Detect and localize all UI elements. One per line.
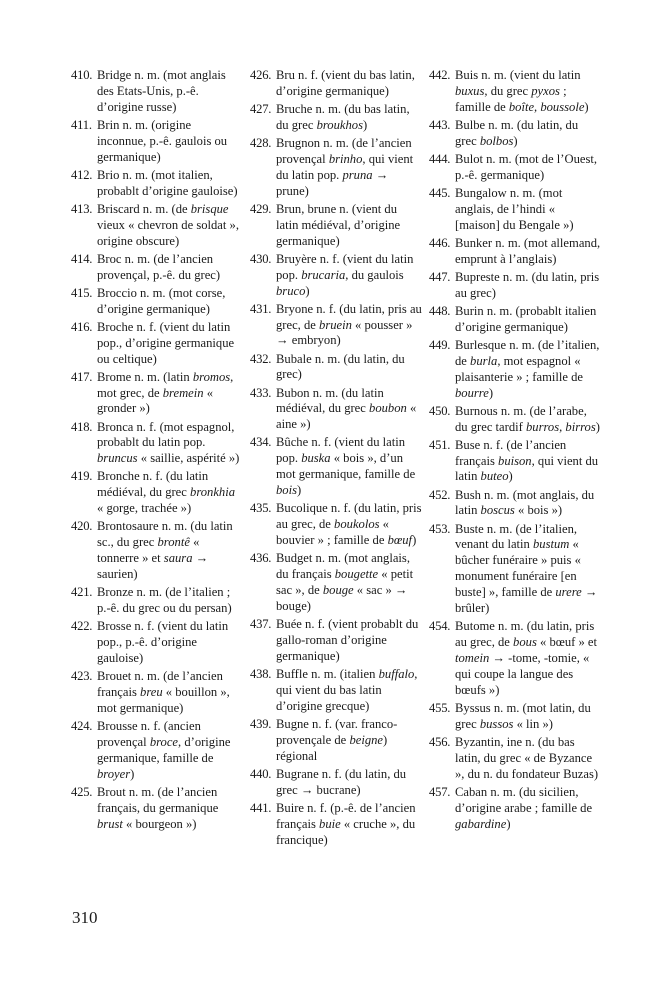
entry-number: 435 . — [250, 501, 275, 517]
italic-term: saura — [163, 551, 193, 566]
text-segment: Brin n. m. (origine inconnue, p.-ê. gaulois ou germanique) — [97, 117, 228, 164]
text-segment: , qui vient du latin — [455, 453, 599, 484]
entry-text — [97, 469, 243, 517]
text-segment: Brome n. m. (latin — [97, 369, 193, 384]
italic-term: broukhos — [316, 117, 363, 132]
entry-number: 429 . — [250, 202, 275, 218]
entry-number: 420 . — [71, 519, 96, 535]
entry-431 — [250, 302, 422, 350]
entry-412 — [71, 168, 243, 200]
entry-text — [276, 386, 422, 434]
text-segment: ) — [584, 99, 589, 114]
text-segment: Butome n. m. (du latin, pris au grec, de — [455, 619, 595, 650]
text-segment: , mot grec, de — [97, 369, 234, 400]
text-segment: « bourgeon ») — [122, 816, 197, 831]
text-segment: Byzantin, ine n. (du bas latin, du grec « de Byzance », du n. du fondateur Buzas) — [455, 734, 599, 781]
entry-text — [97, 619, 243, 667]
entry-text — [455, 270, 601, 302]
italic-term: buteo — [480, 469, 509, 484]
entry-text — [276, 352, 422, 384]
entry-447 — [429, 270, 601, 302]
text-segment: Brugnon n. m. (de l’ancien provençal — [276, 136, 412, 166]
entry-text — [276, 767, 422, 799]
text-segment: ) — [513, 133, 518, 148]
text-segment: Buste n. m. (de l’italien, venant du latin — [455, 521, 578, 552]
text-segment: Buire n. f. (p.-ê. de l’ancien français — [276, 800, 416, 831]
entry-text — [455, 304, 601, 336]
text-segment: , qui vient du latin pop. — [276, 151, 414, 182]
entry-452 — [429, 488, 601, 520]
entry-427 — [250, 102, 422, 134]
entry-number: 443 . — [429, 118, 454, 134]
entry-text — [455, 404, 601, 436]
entry-text — [97, 118, 243, 166]
entry-text — [97, 785, 243, 833]
entry-number: 447 . — [429, 270, 454, 286]
entry-450 — [429, 404, 601, 436]
text-segment: , du grec — [484, 83, 532, 98]
entry-number: 456 . — [429, 735, 454, 751]
italic-term: tomein — [455, 650, 490, 665]
entry-433 — [250, 386, 422, 434]
text-segment: ) — [362, 117, 368, 132]
entry-439 — [250, 717, 422, 765]
text-segment: Bush n. m. (mot anglais, du latin — [455, 487, 595, 518]
text-segment: « bois », d’un mot germanique, famille de — [276, 451, 416, 482]
entry-number: 411 . — [71, 118, 96, 134]
entry-451 — [429, 438, 601, 486]
entry-456 — [429, 735, 601, 783]
italic-term: brucaria — [301, 267, 346, 282]
text-segment: « bois ») — [514, 503, 563, 518]
text-segment: ) — [130, 766, 135, 781]
text-segment: Bugne n. f. (var. franco-provençale de — [276, 716, 398, 747]
text-segment: « saillie, aspérité ») — [137, 451, 240, 466]
entry-number: 428 . — [250, 136, 275, 152]
text-segment: → -tome, -tomie, « qui coupe la langue des bœufs ») — [455, 650, 590, 697]
entry-number: 440 . — [250, 767, 275, 783]
entry-text — [455, 735, 601, 783]
entry-text — [455, 785, 601, 833]
column-2 — [250, 68, 422, 851]
entry-number: 454 . — [429, 619, 454, 635]
entry-text — [97, 519, 243, 583]
text-segment: Briscard n. m. (de — [97, 201, 191, 216]
entry-number: 414 . — [71, 252, 96, 268]
text-segment: « aine ») — [276, 401, 417, 432]
text-segment: Burnous n. m. (de l’arabe, du grec tardif — [455, 403, 587, 434]
entry-454 — [429, 619, 601, 699]
entry-text — [276, 252, 422, 300]
entry-455 — [429, 701, 601, 733]
entry-432 — [250, 352, 422, 384]
italic-term: buska — [301, 451, 331, 466]
text-segment: Bru n. f. (vient du bas latin, d’origine germanique) — [276, 68, 415, 98]
entry-number: 426 . — [250, 68, 275, 84]
text-segment: Brousse n. f. (ancien provençal — [97, 718, 201, 749]
entry-number: 444 . — [429, 152, 454, 168]
text-segment: « petit sac », de — [276, 567, 414, 597]
entry-number: 421 . — [71, 585, 96, 601]
entry-number: 448 . — [429, 304, 454, 320]
italic-term: broce — [149, 734, 179, 749]
entry-text — [97, 669, 243, 717]
italic-term: burros, birros — [525, 419, 596, 434]
text-segment: Bupreste n. m. (du latin, pris au grec) — [455, 269, 600, 300]
text-segment: ) — [508, 469, 513, 484]
entry-number: 430 . — [250, 252, 275, 268]
entry-457 — [429, 785, 601, 833]
entry-number: 418 . — [71, 420, 96, 436]
text-segment: Bubon n. m. (du latin médiéval, du grec — [276, 385, 384, 416]
entry-410 — [71, 68, 243, 116]
text-segment: → saurien) — [97, 551, 209, 582]
entry-text — [97, 202, 243, 250]
entry-428 — [250, 136, 422, 200]
entry-text — [455, 236, 601, 268]
entry-text — [455, 68, 601, 116]
entry-420 — [71, 519, 243, 583]
entry-text — [455, 438, 601, 486]
text-segment: Bryone n. f. (du latin, pris au grec, de — [276, 301, 422, 332]
text-segment: « gorge, trachée ») — [97, 501, 192, 516]
text-segment: Bronche n. f. (du latin médiéval, du grec — [97, 469, 209, 500]
entry-number: 452 . — [429, 488, 454, 504]
italic-term: boscus — [480, 503, 515, 518]
italic-term: brinho — [328, 151, 363, 166]
entry-419 — [71, 469, 243, 517]
entry-text — [276, 617, 422, 665]
italic-term: bougette — [334, 567, 379, 582]
entry-449 — [429, 338, 601, 402]
entry-434 — [250, 435, 422, 499]
entry-421 — [71, 585, 243, 617]
text-segment: ) régional — [276, 732, 388, 763]
entry-415 — [71, 286, 243, 318]
entry-number: 441 . — [250, 801, 275, 817]
entry-number: 422 . — [71, 619, 96, 635]
entry-text — [455, 701, 601, 733]
entry-number: 425 . — [71, 785, 96, 801]
entry-number: 432 . — [250, 352, 275, 368]
entry-413 — [71, 202, 243, 250]
entry-435 — [250, 501, 422, 549]
text-segment: ) — [488, 385, 494, 400]
entry-445 — [429, 186, 601, 234]
text-segment: Brout n. m. (de l’ancien français, du germanique — [97, 784, 219, 815]
text-segment: « tonnerre » et — [97, 535, 200, 566]
text-segment: Buffle n. m. (italien — [276, 666, 379, 681]
text-segment: « bouvier » ; famille de — [276, 517, 389, 548]
entry-text — [455, 186, 601, 234]
text-segment: ; famille de — [455, 83, 567, 114]
entry-425 — [71, 785, 243, 833]
column-1 — [71, 68, 243, 835]
italic-term: boubon — [369, 401, 407, 416]
text-segment: Bugrane n. f. (du latin, du grec → bucrane) — [276, 766, 407, 797]
italic-term: bois — [276, 483, 297, 498]
italic-term: buison — [498, 453, 532, 468]
text-segment: Brouet n. m. (de l’ancien français — [97, 669, 223, 699]
italic-term: bolbos — [479, 133, 514, 148]
text-segment: Burin n. m. (probablt italien d’origine germanique) — [455, 303, 597, 334]
italic-term: gabardine — [455, 816, 507, 831]
entry-text — [276, 202, 422, 250]
entry-436 — [250, 551, 422, 615]
column-3 — [429, 68, 601, 835]
entry-417 — [71, 370, 243, 418]
text-segment: Brosse n. f. (vient du latin pop., p.-ê. d’origine gauloise) — [97, 619, 229, 665]
text-segment: ) — [506, 816, 511, 831]
entry-number: 439 . — [250, 717, 275, 733]
italic-term: burla — [470, 353, 498, 368]
text-segment: « bûcher funéraire » puis « monument funéraire [en buste] », famille de — [455, 537, 581, 600]
entry-number: 436 . — [250, 551, 275, 567]
entry-number: 431 . — [250, 302, 275, 318]
text-segment: → brûler) — [455, 585, 598, 616]
entry-text — [276, 102, 422, 134]
italic-term: beigne — [349, 732, 384, 747]
text-segment: Buis n. m. (vient du latin — [455, 68, 581, 82]
entry-number: 450 . — [429, 404, 454, 420]
entry-443 — [429, 118, 601, 150]
entry-number: 449 . — [429, 338, 454, 354]
entry-number: 455 . — [429, 701, 454, 717]
italic-term: bustum — [533, 537, 570, 552]
entry-number: 417 . — [71, 370, 96, 386]
text-segment: Bungalow n. m. (mot anglais, de l’hindi « [maison] du Bengale ») — [455, 185, 574, 232]
text-segment: Bronca n. f. (mot espagnol, probablt du latin pop. — [97, 419, 235, 450]
entry-number: 437 . — [250, 617, 275, 633]
text-segment: Broche n. f. (vient du latin pop., d’origine germanique ou celtique) — [97, 319, 235, 366]
entry-424 — [71, 719, 243, 783]
text-segment: Bûche n. f. (vient du latin pop. — [276, 435, 406, 466]
text-segment: Bruche n. m. (du bas latin, du grec — [276, 102, 410, 132]
italic-term: bruein — [319, 317, 352, 332]
entry-429 — [250, 202, 422, 250]
entry-text — [455, 118, 601, 150]
entry-423 — [71, 669, 243, 717]
italic-term: buie — [319, 816, 341, 831]
text-segment: Bulot n. m. (mot de l’Ouest, p.-ê. germanique) — [455, 151, 598, 182]
entry-number: 423 . — [71, 669, 96, 685]
text-segment: ) — [305, 283, 310, 298]
entry-text — [276, 435, 422, 499]
text-segment: Buée n. f. (vient probablt du gallo-roman d’origine germanique) — [276, 616, 419, 663]
entry-number: 445 . — [429, 186, 454, 202]
entry-text — [455, 522, 601, 617]
text-segment: Burlesque n. m. (de l’italien, de — [455, 337, 600, 368]
text-segment: Brio n. m. (mot italien, probablt d’origine gauloise) — [97, 167, 238, 198]
entry-text — [97, 585, 243, 617]
text-segment: Bridge n. m. (mot anglais des Etats-Unis, p.-ê. d’origine russe) — [97, 68, 226, 114]
entry-number: 419 . — [71, 469, 96, 485]
entry-text — [97, 719, 243, 783]
entry-text — [276, 136, 422, 200]
italic-term: brontê — [157, 535, 190, 550]
italic-term: bruncus — [97, 451, 138, 466]
text-segment: Brontosaure n. m. (du latin sc., du grec — [97, 519, 233, 550]
text-segment: , qui vient du bas latin d’origine grecque) — [276, 666, 418, 713]
entry-442 — [429, 68, 601, 116]
entry-number: 446 . — [429, 236, 454, 252]
entry-number: 415 . — [71, 286, 96, 302]
text-segment: , d’origine germanique, famille de — [97, 734, 231, 765]
entry-438 — [250, 667, 422, 715]
text-segment: vieux « chevron de soldat », origine obscure) — [97, 217, 239, 248]
entry-text — [455, 488, 601, 520]
entry-text — [97, 68, 243, 116]
italic-term: bromos — [192, 369, 231, 384]
italic-term: bourre — [455, 385, 489, 400]
entry-text — [276, 302, 422, 350]
italic-term: bouge — [322, 582, 354, 597]
text-segment: « gronder ») — [97, 385, 214, 416]
text-segment: Bunker n. m. (mot allemand, emprunt à l’anglais) — [455, 235, 601, 266]
entry-418 — [71, 420, 243, 468]
entry-437 — [250, 617, 422, 665]
entry-number: 438 . — [250, 667, 275, 683]
text-segment: « sac » → bouge) — [276, 582, 408, 613]
text-segment: , du gaulois — [345, 267, 404, 282]
text-segment: Broc n. m. (de l’ancien provençal, p.-ê. du grec) — [97, 251, 221, 282]
entry-number: 410 . — [71, 68, 96, 84]
entry-number: 434 . — [250, 435, 275, 451]
entry-426 — [250, 68, 422, 100]
entry-number: 412 . — [71, 168, 96, 184]
entry-text — [455, 619, 601, 699]
entry-number: 424 . — [71, 719, 96, 735]
entry-text — [276, 667, 422, 715]
entry-text — [97, 320, 243, 368]
entry-number: 433 . — [250, 386, 275, 402]
entry-414 — [71, 252, 243, 284]
entry-text — [97, 286, 243, 318]
text-segment: , mot espagnol « plaisanterie » ; famille de — [455, 353, 583, 384]
italic-term: bous — [513, 635, 537, 650]
text-segment: Bucolique n. f. (du latin, pris au grec, de — [276, 501, 422, 532]
italic-term: buxus — [455, 83, 485, 98]
italic-term: breu — [140, 684, 163, 699]
entry-number: 427 . — [250, 102, 275, 118]
entry-text — [97, 168, 243, 200]
text-segment: « bœuf » et — [536, 635, 598, 650]
entry-416 — [71, 320, 243, 368]
entry-text — [97, 370, 243, 418]
text-segment: ) — [297, 483, 302, 498]
entry-text — [276, 501, 422, 549]
italic-term: bremein — [162, 385, 204, 400]
italic-term: brust — [97, 816, 123, 831]
entry-430 — [250, 252, 422, 300]
italic-term: bruco — [276, 283, 306, 298]
italic-term: bronkhia — [190, 485, 236, 500]
entry-text — [455, 338, 601, 402]
italic-term: bœuf — [387, 533, 413, 548]
entry-text — [276, 801, 422, 849]
entry-441 — [250, 801, 422, 849]
text-segment: Bronze n. m. (de l’italien ; p.-ê. du grec ou du persan) — [97, 585, 232, 616]
entry-453 — [429, 522, 601, 617]
text-segment: ) — [412, 533, 417, 548]
italic-term: boukolos — [334, 517, 380, 532]
text-segment: → prune) — [276, 167, 389, 198]
text-segment: « cruche », du francique) — [276, 816, 416, 847]
entry-number: 457 . — [429, 785, 454, 801]
text-segment: Byssus n. m. (mot latin, du grec — [455, 700, 591, 731]
entry-number: 413 . — [71, 202, 96, 218]
text-segment: Budget n. m. (mot anglais, du français — [276, 551, 410, 582]
text-segment: « bouillon », mot germanique) — [97, 684, 230, 715]
entry-text — [276, 717, 422, 765]
text-segment: « pousser » → embryon) — [276, 317, 413, 348]
text-segment: ) — [595, 419, 600, 434]
entry-422 — [71, 619, 243, 667]
entry-411 — [71, 118, 243, 166]
entry-number: 416 . — [71, 320, 96, 336]
italic-term: broyer — [97, 766, 131, 781]
entry-number: 453 . — [429, 522, 454, 538]
italic-term: pyxos — [531, 83, 560, 98]
text-segment: Bruyère n. f. (vient du latin pop. — [276, 251, 414, 282]
italic-term: boîte, boussole — [508, 99, 585, 114]
entry-number: 451 . — [429, 438, 454, 454]
text-segment: Bulbe n. m. (du latin, du grec — [455, 117, 579, 148]
entry-number: 442 . — [429, 68, 454, 84]
entry-text — [276, 551, 422, 615]
entry-446 — [429, 236, 601, 268]
entry-444 — [429, 152, 601, 184]
text-segment: Caban n. m. (du sicilien, d’origine arabe ; famille de — [455, 784, 593, 815]
italic-term: pruna — [342, 167, 373, 182]
entry-text — [97, 420, 243, 468]
entry-440 — [250, 767, 422, 799]
text-segment: Brun, brune n. (vient du latin médiéval, d’origine germanique) — [276, 201, 401, 248]
italic-term: urere — [555, 585, 582, 600]
entry-text — [455, 152, 601, 184]
entry-text — [276, 68, 422, 100]
text-segment: Buse n. f. (de l’ancien français — [455, 437, 567, 468]
italic-term: brisque — [190, 201, 229, 216]
entry-text — [97, 252, 243, 284]
entry-448 — [429, 304, 601, 336]
page-number: 310 — [72, 908, 98, 927]
italic-term: bussos — [479, 716, 514, 731]
text-segment: Broccio n. m. (mot corse, d’origine germanique) — [97, 285, 226, 316]
italic-term: buffalo — [378, 666, 415, 681]
text-segment: Bubale n. m. (du latin, du grec) — [276, 351, 405, 382]
text-segment: « lin ») — [513, 716, 553, 731]
